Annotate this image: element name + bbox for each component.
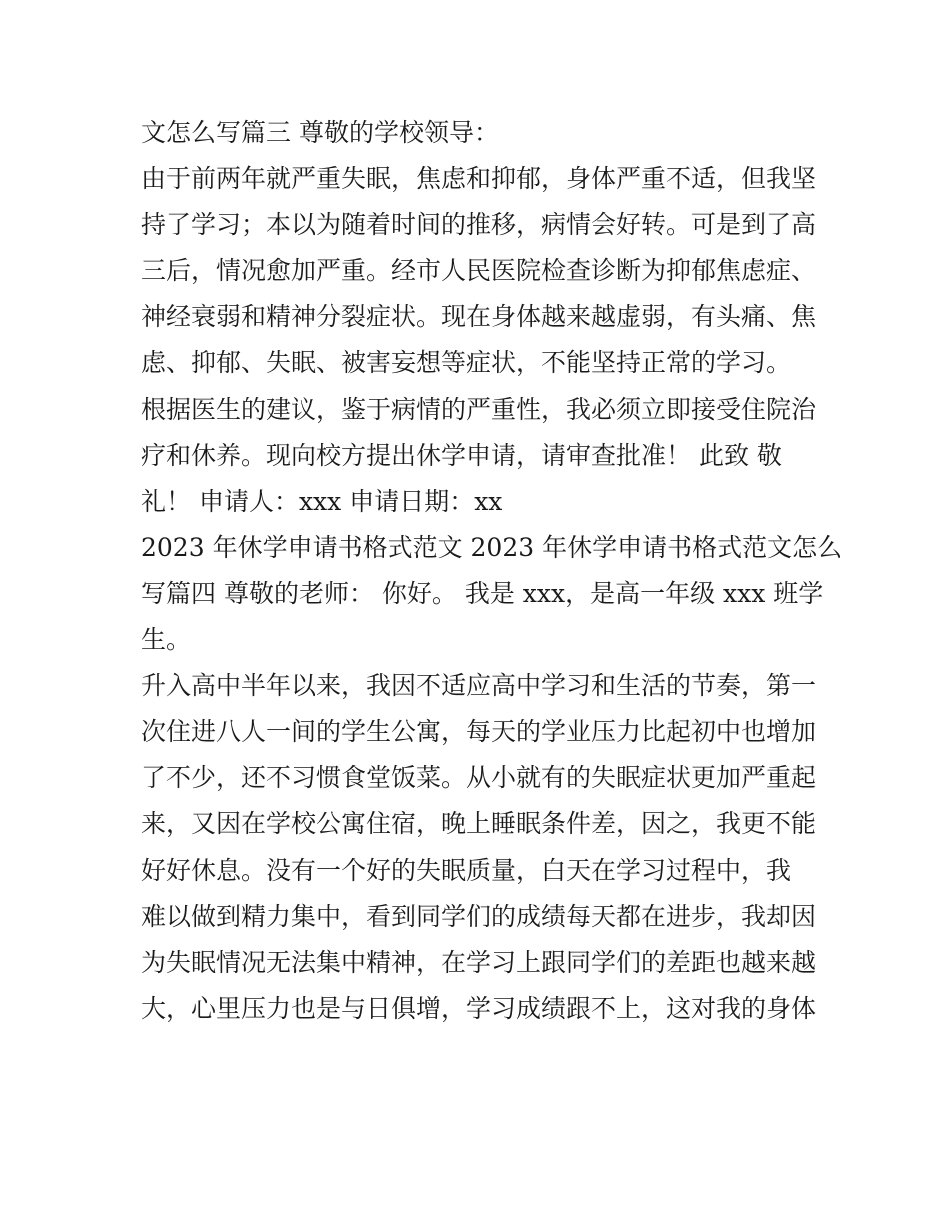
- text-line: 礼！ 申请人：xxx 申请日期：xx: [141, 486, 503, 516]
- text-line: 大，心里压力也是与日俱增，学习成绩跟不上，这对我的身体: [141, 993, 817, 1023]
- text-line: 由于前两年就严重失眠，焦虑和抑郁，身体严重不适，但我坚: [141, 164, 817, 194]
- text-line: 持了学习；本以为随着时间的推移，病情会好转。可是到了高: [141, 210, 817, 240]
- text-line: 为失眠情况无法集中精神，在学习上跟同学们的差距也越来越: [141, 947, 817, 977]
- text-line: 2023 年休学申请书格式范文 2023 年休学申请书格式范文怎么: [141, 532, 843, 562]
- text-line: 疗和休养。现向校方提出休学申请，请审查批准！ 此致 敬: [141, 440, 782, 470]
- text-line: 虑、抑郁、失眠、被害妄想等症状，不能坚持正常的学习。: [141, 348, 792, 378]
- document-body: [141, 110, 843, 1032]
- text-line: 好好休息。没有一个好的失眠质量，白天在学习过程中，我: [141, 855, 792, 885]
- text-line: 神经衰弱和精神分裂症状。现在身体越来越虚弱，有头痛、焦: [141, 302, 817, 332]
- text-line: 了不少，还不习惯食堂饭菜。从小就有的失眠症状更加严重起: [141, 763, 817, 793]
- text-line: 根据医生的建议，鉴于病情的严重性，我必须立即接受住院治: [141, 394, 817, 424]
- text-line: 次住进八人一间的学生公寓，每天的学业压力比起初中也增加: [141, 717, 817, 747]
- text-line: 来，又因在学校公寓住宿，晚上睡眠条件差，因之，我更不能: [141, 809, 817, 839]
- text-line: 升入高中半年以来，我因不适应高中学习和生活的节奏，第一: [141, 671, 817, 701]
- text-line: 难以做到精力集中，看到同学们的成绩每天都在进步，我却因: [141, 901, 817, 931]
- text-line: 文怎么写篇三 尊敬的学校领导：: [141, 118, 499, 147]
- text-line: 生。: [141, 625, 192, 655]
- text-line: 三后，情况愈加严重。经市人民医院检查诊断为抑郁焦虑症、: [141, 256, 817, 286]
- text-line: 写篇四 尊敬的老师： 你好。 我是 xxx，是高一年级 xxx 班学: [141, 578, 824, 608]
